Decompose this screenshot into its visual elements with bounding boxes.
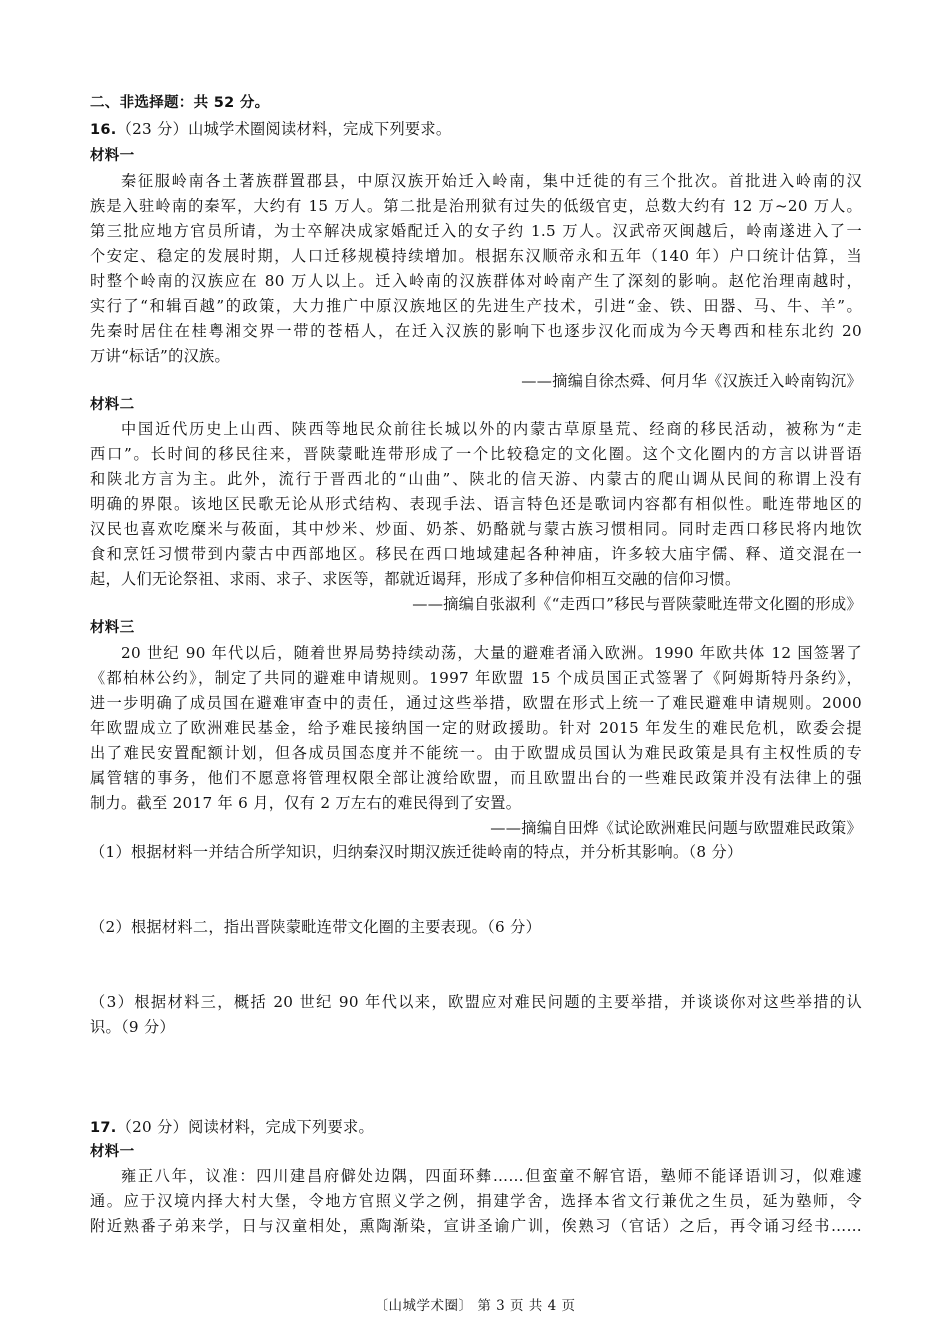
sub-question-3-continued: 识。（9 分） — [90, 1018, 175, 1036]
paragraph-line: 雍正八年，议准：四川建昌府僻处边隅，四面环彝……但蛮童不解官语，塾师不能译语训习，似难遽 — [121, 1167, 862, 1185]
question-16-title — [90, 119, 862, 140]
paragraph-line: 属管辖的事务，他们不愿意将管理权限全部让渡给欧盟，而且欧盟出台的一些难民政策并没有法律上的强 — [90, 769, 862, 787]
material-source: ——摘编自田烨《试论欧洲难民问题与欧盟难民政策》 — [490, 819, 862, 837]
page-footer: 〔山城学术圈〕 第 3 页 共 4 页 — [374, 1298, 576, 1314]
paragraph-line: 万讲“标话”的汉族。 — [90, 347, 231, 365]
material-source: ——摘编自张淑利《“走西口”移民与晋陕蒙毗连带文化圈的形成》 — [412, 595, 862, 613]
paragraph-line: 中国近代历史上山西、陕西等地民众前往长城以外的内蒙古草原垦荒、经商的移民活动，被称为“走 — [121, 420, 862, 438]
material-label: 材料一 — [90, 148, 135, 164]
paragraph-line: 《都柏林公约》，制定了共同的避难申请规则。1997 年欧盟 15 个成员国正式签署了《阿姆斯特丹条约》， — [90, 669, 862, 687]
material-label: 材料三 — [90, 620, 135, 636]
paragraph-line: 明确的界限。该地区民歌无论从形式结构、表现手法、语言特色还是歌词内容都有相似性。毗连带地区的 — [90, 495, 862, 513]
question-16-number: 16. — [90, 122, 117, 138]
paragraph-line: 20 世纪 90 年代以后，随着世界局势持续动荡，大量的避难者涌入欧洲。1990 年欧共体 12 国签署了 — [121, 644, 862, 662]
paragraph-line: 个安定、稳定的发展时期，人口迁移规模持续增加。根据东汉顺帝永和五年（140 年）户口统计估算，当 — [90, 247, 862, 265]
material-source: ——摘编自徐杰舜、何月华《汉族迁入岭南钩沉》 — [521, 372, 862, 390]
paragraph-line: 先秦时居住在桂粤湘交界一带的苍梧人，在迁入汉族的影响下也逐步汉化而成为今天粤西和桂东北约 20 — [90, 322, 862, 340]
paragraph-line: 通。应于汉境内择大村大堡，令地方官照义学之例，捐建学舍，选择本省文行兼优之生员，延为塾师，令 — [90, 1192, 862, 1210]
paragraph-line: 出了难民安置配额计划，但各成员国态度并不能统一。由于欧盟成员国认为难民政策是具有主权性质的专 — [90, 744, 862, 762]
paragraph-line: 第三批应地方官员所请，为士卒解决成家婚配迁入的女子约 1.5 万人。汉武帝灭闽越后，岭南遂进入了一 — [90, 222, 862, 240]
question-17-title-text: （20 分）阅读材料，完成下列要求。 — [116, 1118, 374, 1136]
paragraph-line: 西口”。长时间的移民往来，晋陕蒙毗连带形成了一个比较稳定的文化圈。这个文化圈内的方言以讲晋语 — [90, 445, 862, 463]
question-17-title — [90, 1117, 862, 1138]
paragraph-line: 和陕北方言为主。此外，流行于晋西北的“山曲”、陕北的信天游、内蒙古的爬山调从民间的称谓上没有 — [90, 470, 862, 488]
question-17-number: 17. — [90, 1120, 117, 1136]
sub-question-1: （1）根据材料一并结合所学知识，归纳秦汉时期汉族迁徙岭南的特点，并分析其影响。（8 分） — [90, 843, 743, 861]
paragraph-line: 时整个岭南的汉族应在 80 万人以上。迁入岭南的汉族群体对岭南产生了深刻的影响。赵佗治理南越时， — [90, 272, 862, 290]
paragraph-line: 秦征服岭南各土著族群置郡县，中原汉族开始迁入岭南，集中迁徙的有三个批次。首批进入岭南的汉 — [121, 172, 862, 190]
paragraph-line: 制力。截至 2017 年 6 月，仅有 2 万左右的难民得到了安置。 — [90, 794, 522, 812]
material-label: 材料一 — [90, 1144, 135, 1160]
paragraph-line: 进一步明确了成员国在避难审查中的责任，通过这些举措，欧盟在形式上统一了难民避难申请规则。2000 — [90, 694, 862, 712]
sub-question-2: （2）根据材料二，指出晋陕蒙毗连带文化圈的主要表现。（6 分） — [90, 918, 542, 936]
paragraph-line: 食和烹饪习惯带到内蒙古中西部地区。移民在西口地域建起各种神庙，许多较大庙宇儒、释、道交混在一 — [90, 545, 862, 563]
sub-question-3: （3）根据材料三，概括 20 世纪 90 年代以来，欧盟应对难民问题的主要举措，并谈谈你对这些举措的认 — [90, 993, 862, 1011]
paragraph-line: 汉民也喜欢吃糜米与莜面，其中炒米、炒面、奶茶、奶酪就与蒙古族习惯相同。同时走西口移民将内地饮 — [90, 520, 862, 538]
paragraph-line: 附近熟番子弟来学，日与汉童相处，熏陶渐染，宣讲圣谕广训，俟熟习（官话）之后，再令诵习经书…… — [90, 1217, 862, 1235]
paragraph-line: 族是入驻岭南的秦军，大约有 15 万人。第二批是治刑狱有过失的低级官吏，总数大约有 12 万~20 万人。 — [90, 197, 862, 215]
section-header: 二、非选择题：共 52 分。 — [90, 95, 270, 111]
material-label: 材料二 — [90, 397, 135, 413]
paragraph-line: 起，人们无论祭祖、求雨、求子、求医等，都就近谒拜，形成了多种信仰相互交融的信仰习惯。 — [90, 570, 741, 588]
paragraph-line: 实行了“和辑百越”的政策，大力推广中原汉族地区的先进生产技术，引进“金、铁、田器、马、牛、羊”。 — [90, 297, 862, 315]
paragraph-line: 年欧盟成立了欧洲难民基金，给予难民接纳国一定的财政援助。针对 2015 年发生的难民危机，欧委会提 — [90, 719, 862, 737]
question-16-title-text: （23 分）山城学术圈阅读材料，完成下列要求。 — [116, 120, 452, 138]
